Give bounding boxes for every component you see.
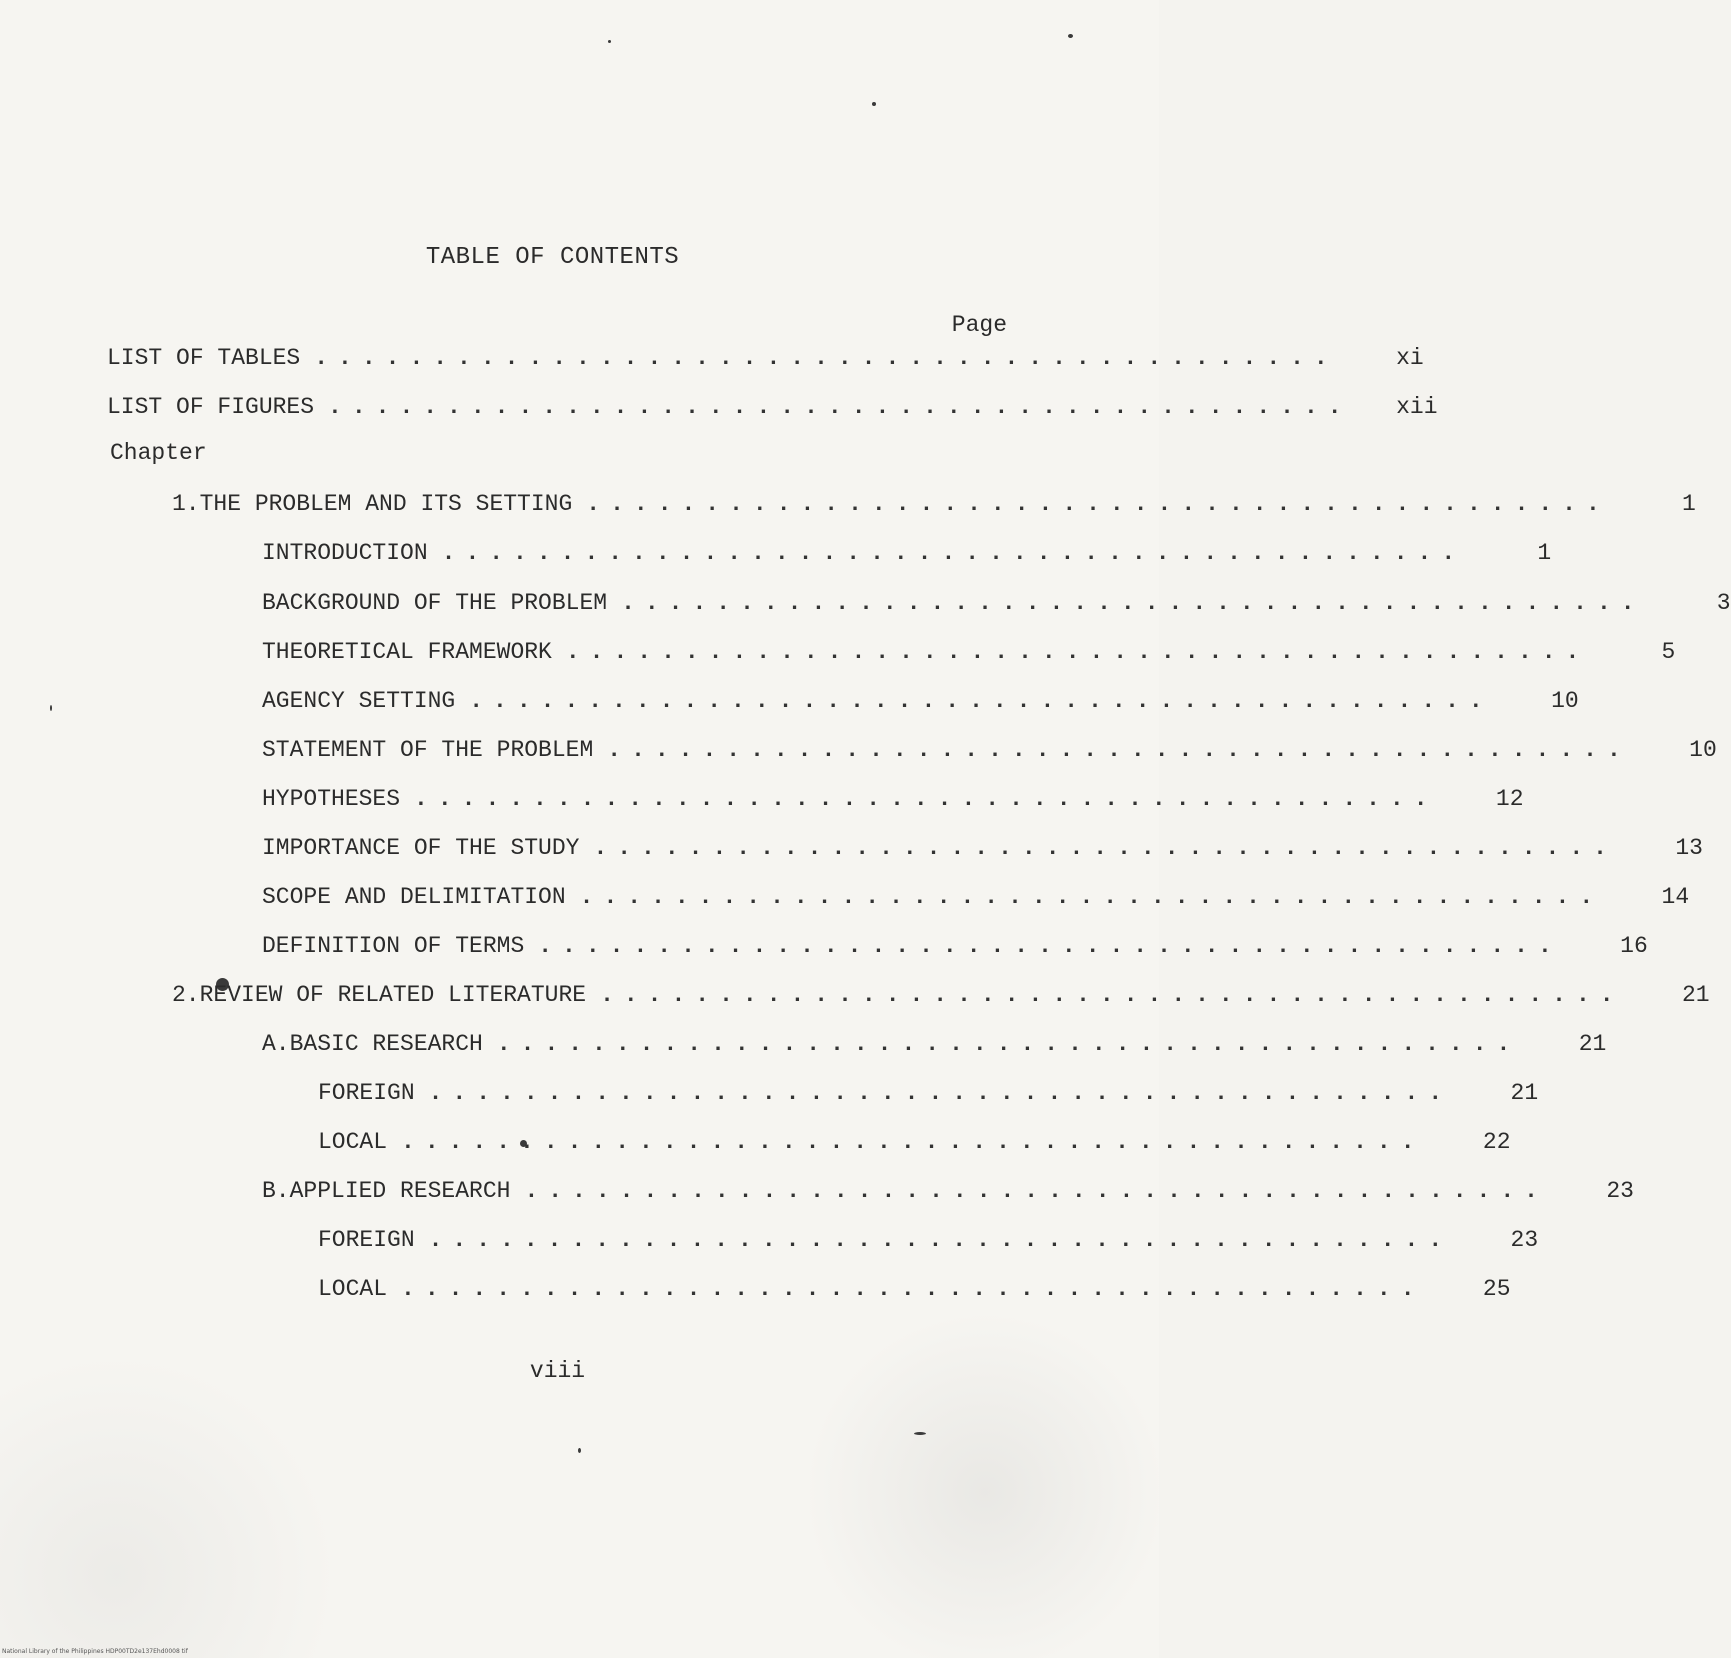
dot-leader: ........................................... [401, 1276, 1425, 1302]
toc-entry-page: 22 [1482, 1129, 1511, 1155]
dot-leader: ........................................... [579, 884, 1604, 910]
dot-leader: ........................................... [469, 688, 1493, 714]
toc-entry-page: 10 [1551, 688, 1579, 714]
toc-section [262, 1176, 1634, 1206]
toc-subsection [318, 1225, 1539, 1255]
toc-section [262, 637, 1676, 667]
dot-leader: ........................................... [428, 1080, 1453, 1106]
toc-entry-page: 13 [1675, 835, 1703, 861]
chapter-number: 2. [172, 982, 200, 1008]
dot-leader: ........................................... [428, 1227, 1453, 1253]
toc-entry-label: IMPORTANCE OF THE STUDY [262, 835, 580, 861]
toc-entry-page: xii [1396, 394, 1438, 420]
toc-entry-page: 12 [1495, 786, 1524, 812]
toc-subsection [318, 1274, 1511, 1304]
chapter-number: 1. [172, 491, 200, 517]
toc-entry-list-of-figures [107, 392, 1438, 422]
dot-leader: ........................................... [524, 1178, 1548, 1204]
toc-entry-label: DEFINITION OF TERMS [262, 933, 525, 959]
toc-entry-page: 10 [1689, 737, 1717, 763]
toc-entry-label: SCOPE AND DELIMITATION [262, 884, 566, 910]
toc-entry-label: APPLIED RESEARCH [289, 1178, 511, 1204]
toc-entry-list-of-tables [107, 343, 1424, 373]
toc-entry-page: 16 [1620, 933, 1648, 959]
dot-leader: ........................................... [607, 737, 1631, 763]
toc-section [262, 882, 1690, 912]
toc-entry-label: AGENCY SETTING [262, 688, 456, 714]
toc-entry-page: 1 [1681, 491, 1696, 517]
scan-speckle [1068, 34, 1073, 38]
toc-entry-page: 23 [1606, 1178, 1634, 1204]
toc-entry-page: 21 [1578, 1031, 1607, 1057]
toc-chapter-2 [172, 980, 1710, 1010]
toc-entry-page: 5 [1661, 639, 1676, 665]
toc-entry-page: 21 [1681, 982, 1710, 1008]
toc-entry-page: 14 [1661, 884, 1690, 910]
toc-section [262, 588, 1731, 618]
dot-leader: ........................................... [496, 1031, 1521, 1057]
scan-speckle [608, 40, 611, 43]
toc-entry-page: 1 [1537, 540, 1552, 566]
toc-entry-page: 25 [1482, 1276, 1511, 1302]
toc-section [262, 784, 1524, 814]
toc-entry-label: BASIC RESEARCH [289, 1031, 483, 1057]
document-title: TABLE OF CONTENTS [425, 244, 680, 271]
toc-entry-page: 21 [1510, 1080, 1539, 1106]
toc-subsection [318, 1127, 1511, 1157]
toc-entry-label: FOREIGN [318, 1080, 415, 1106]
toc-entry-label: INTRODUCTION [262, 540, 428, 566]
toc-entry-label: FOREIGN [318, 1227, 415, 1253]
section-letter: B. [262, 1178, 290, 1204]
toc-section [262, 538, 1552, 568]
dot-leader: ........................................... [314, 345, 1338, 371]
dot-leader: ........................................... [328, 394, 1352, 420]
dot-leader: ........................................... [565, 639, 1590, 665]
toc-entry-label: THEORETICAL FRAMEWORK [262, 639, 552, 665]
toc-entry-label: LIST OF FIGURES [107, 394, 315, 420]
dot-leader: ........................................... [414, 786, 1438, 812]
dot-leader: ........................................... [600, 982, 1624, 1008]
toc-section [262, 931, 1648, 961]
toc-section [262, 735, 1717, 765]
toc-entry-label: LOCAL [318, 1129, 388, 1155]
section-letter: A. [262, 1031, 290, 1057]
dot-leader: ........................................... [621, 590, 1645, 616]
toc-entry-page: 23 [1510, 1227, 1539, 1253]
toc-entry-label: BACKGROUND OF THE PROBLEM [262, 590, 608, 616]
dot-leader: ........................................... [593, 835, 1617, 861]
scan-speckle [872, 102, 876, 106]
toc-entry-label: STATEMENT OF THE PROBLEM [262, 737, 594, 763]
dot-leader: ........................................... [586, 491, 1610, 517]
chapter-heading: Chapter [110, 440, 207, 466]
library-watermark: National Library of the Philippines HDP00TD2e137Ehd0008 tif [2, 1648, 188, 1655]
scan-speckle [914, 1432, 926, 1435]
scan-speckle [50, 705, 52, 711]
toc-entry-label: LIST OF TABLES [107, 345, 301, 371]
dot-leader: ........................................... [401, 1129, 1425, 1155]
toc-section [262, 833, 1703, 863]
page-number: viii [529, 1358, 586, 1384]
toc-entry-label: THE PROBLEM AND ITS SETTING [199, 491, 573, 517]
toc-chapter-1 [172, 489, 1696, 519]
toc-entry-label: HYPOTHESES [262, 786, 401, 812]
toc-subsection [318, 1078, 1539, 1108]
scan-speckle [578, 1448, 581, 1453]
page-column-header: Page [951, 312, 1007, 338]
toc-entry-page: 3 [1716, 590, 1731, 616]
dot-leader: ........................................... [538, 933, 1562, 959]
toc-entry-page: xi [1396, 345, 1424, 371]
toc-entry-label: LOCAL [318, 1276, 388, 1302]
dot-leader: ........................................... [441, 540, 1466, 566]
toc-section [262, 686, 1579, 716]
toc-entry-label: REVIEW OF RELATED LITERATURE [199, 982, 587, 1008]
toc-section [262, 1029, 1607, 1059]
